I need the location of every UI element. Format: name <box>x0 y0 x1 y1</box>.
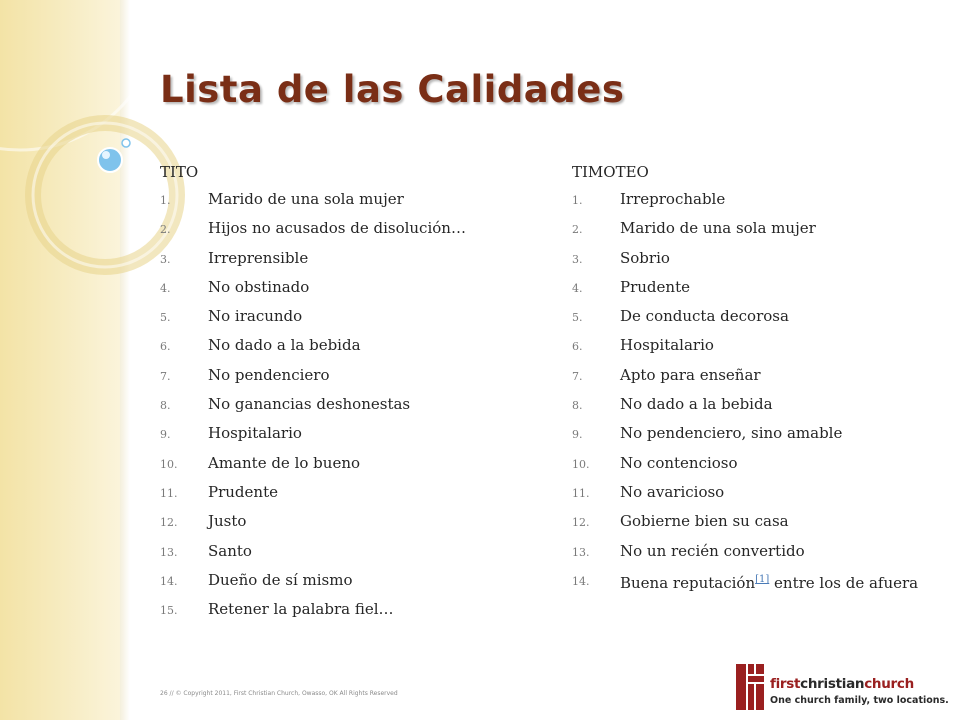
list-item <box>572 570 922 593</box>
list-item-label: No obstinado <box>208 277 310 296</box>
copyright-footer: 26 // © Copyright 2011, First Christian Church, Owasso, OK All Rights Reserved <box>160 690 398 697</box>
list-item-label: Justo <box>208 512 247 531</box>
list-item-text <box>620 394 922 414</box>
list-item-text <box>620 335 922 355</box>
list-item-number: 6. <box>160 340 171 354</box>
list-item-number: 4. <box>160 281 171 295</box>
list-item-label: Irreprensible <box>208 248 309 267</box>
list-item-label: Irreprochable <box>620 190 726 208</box>
list-item-text <box>208 218 530 238</box>
list-item <box>160 599 530 621</box>
logo-wordmark <box>770 676 914 692</box>
list-item <box>160 335 530 357</box>
list-item-label: No pendenciero, sino amable <box>620 424 843 443</box>
list-item <box>160 218 530 240</box>
list-item-text <box>620 511 922 531</box>
list-item-number: 14. <box>160 574 178 588</box>
list-item-label: No dado a la bebida <box>620 395 773 414</box>
small-bubble <box>122 139 130 147</box>
list-item-text <box>208 482 530 502</box>
list-item <box>572 541 922 563</box>
list-item-label: No ganancias deshonestas <box>208 395 411 414</box>
tito-column <box>160 162 530 628</box>
tito-list <box>160 189 530 621</box>
list-item <box>572 189 922 211</box>
list-item-text <box>208 541 530 561</box>
list-item-number: 12. <box>160 516 178 530</box>
list-item-text <box>620 365 922 385</box>
list-item-number: 4. <box>572 281 583 295</box>
list-item-number: 7. <box>572 369 583 383</box>
list-item <box>160 423 530 445</box>
list-item-number: 2. <box>160 223 171 237</box>
list-item <box>572 218 922 240</box>
timoteo-list <box>572 189 922 593</box>
list-item-text <box>208 511 530 531</box>
list-item-number: 1. <box>572 194 583 207</box>
bubble-shine <box>102 151 110 159</box>
list-item-number: 13. <box>572 545 590 559</box>
timoteo-column <box>572 162 922 600</box>
list-item-number: 5. <box>160 311 171 325</box>
list-item <box>160 511 530 533</box>
list-item-text <box>620 277 922 297</box>
list-item <box>160 453 530 475</box>
list-item-label: Hospitalario <box>208 424 302 443</box>
list-item-text <box>620 482 922 502</box>
list-item <box>160 570 530 592</box>
list-item-label: Prudente <box>208 482 278 501</box>
list-item <box>572 365 922 387</box>
list-item-text <box>208 189 530 209</box>
list-item-text <box>208 570 530 590</box>
list-item-label: De conducta decorosa <box>620 307 789 326</box>
list-item <box>572 277 922 299</box>
list-item-number: 12. <box>572 516 590 530</box>
list-item-text <box>208 365 530 385</box>
list-item-number: 9. <box>572 428 583 442</box>
logo-word-church: church <box>864 676 914 692</box>
list-item-text <box>208 248 530 268</box>
slide-title: Lista de las Calidades <box>160 68 625 111</box>
list-item <box>160 394 530 416</box>
list-item-text <box>208 423 530 443</box>
list-item-label: Dueño de sí mismo <box>208 570 353 589</box>
logo-word-first: first <box>770 676 801 692</box>
list-item <box>160 541 530 563</box>
list-item-text <box>620 453 922 473</box>
list-item-label: Gobierne bien su casa <box>620 512 789 531</box>
list-item <box>160 189 530 211</box>
list-item <box>160 365 530 387</box>
list-item-text <box>208 599 530 619</box>
list-item-number: 8. <box>160 399 171 413</box>
footnote-link[interactable]: [1] <box>755 573 770 585</box>
list-item-label: Marido de una sola mujer <box>208 190 404 208</box>
list-item <box>572 482 922 504</box>
list-item-number: 11. <box>572 486 590 500</box>
blue-bubble <box>98 148 122 172</box>
list-item <box>160 306 530 328</box>
list-item <box>572 453 922 475</box>
list-item-number: 1. <box>160 194 171 207</box>
list-item-label: Marido de una sola mujer <box>620 219 816 238</box>
logo-word-christian: christian <box>800 676 865 692</box>
list-item-number: 6. <box>572 340 583 354</box>
list-item-label: No dado a la bebida <box>208 336 361 355</box>
list-item-text <box>620 570 922 593</box>
list-item-number: 8. <box>572 399 583 413</box>
church-logo <box>736 662 949 714</box>
list-item <box>572 306 922 328</box>
column-heading: TITO <box>160 163 199 181</box>
list-item <box>572 335 922 357</box>
list-item-number: 10. <box>160 457 178 471</box>
list-item-label: Hospitalario <box>620 336 714 355</box>
list-item-number: 11. <box>160 486 178 500</box>
list-item-label: Prudente <box>620 277 690 296</box>
list-item-label: Hijos no acusados de disolución… <box>208 219 466 238</box>
list-item-number: 15. <box>160 604 178 618</box>
list-item-number: 10. <box>572 457 590 471</box>
list-item-label: Amante de lo bueno <box>208 453 361 472</box>
list-item <box>160 482 530 504</box>
list-item-text <box>620 248 922 268</box>
list-item-text <box>208 394 530 414</box>
list-item-label: Retener la palabra fiel… <box>208 600 394 619</box>
list-item <box>160 277 530 299</box>
cross-logo-icon <box>736 662 766 712</box>
list-item-number: 14. <box>572 574 590 588</box>
logo-tagline: One church family, two locations. <box>770 695 949 706</box>
list-item-label: No pendenciero <box>208 365 330 384</box>
list-item-text <box>208 335 530 355</box>
list-item-text <box>620 189 922 209</box>
list-item-text <box>208 277 530 297</box>
list-item <box>572 423 922 445</box>
list-item-text <box>620 423 922 443</box>
list-item <box>572 511 922 533</box>
list-item-number: 3. <box>572 252 583 266</box>
list-item-label: No contencioso <box>620 453 738 472</box>
list-item-text <box>620 218 922 238</box>
list-item-number: 3. <box>160 252 171 266</box>
list-item-label: No iracundo <box>208 307 303 326</box>
column-heading: TIMOTEO <box>572 163 649 181</box>
middle-ring-highlight <box>33 123 177 267</box>
list-item-label-continued: entre los de afuera <box>769 573 919 592</box>
list-item <box>572 394 922 416</box>
list-item-number: 13. <box>160 545 178 559</box>
list-item-label: No avaricioso <box>620 482 725 501</box>
list-item <box>572 248 922 270</box>
list-item-label: No un recién convertido <box>620 541 805 560</box>
list-item-label: Sobrio <box>620 248 670 267</box>
list-item-text <box>620 541 922 561</box>
list-item-label: Apto para enseñar <box>620 365 761 384</box>
list-item-number: 5. <box>572 311 583 325</box>
list-item-text <box>620 306 922 326</box>
list-item-text <box>208 453 530 473</box>
list-item <box>160 248 530 270</box>
list-item-number: 9. <box>160 428 171 442</box>
list-item-label: Santo <box>208 541 252 560</box>
list-item-text <box>208 306 530 326</box>
list-item-label: Buena reputación <box>620 573 756 592</box>
list-item-number: 7. <box>160 369 171 383</box>
list-item-number: 2. <box>572 223 583 237</box>
